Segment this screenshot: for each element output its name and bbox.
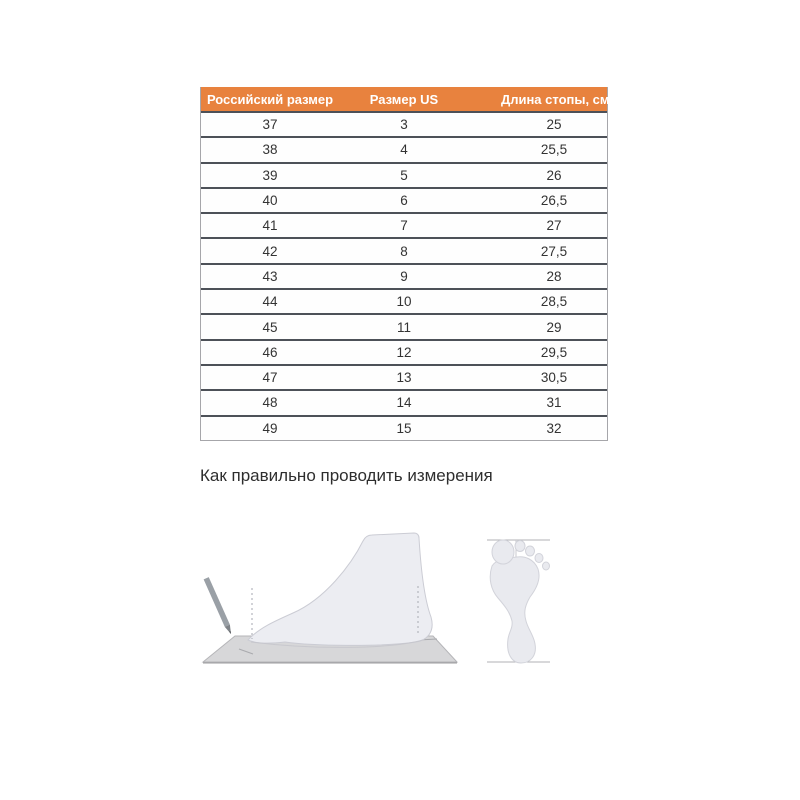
table-row	[201, 389, 607, 414]
table-cell: 4	[400, 142, 408, 158]
big-toe-shape	[492, 540, 514, 564]
table-cell: 26	[546, 167, 562, 183]
toe-shape	[543, 562, 550, 570]
size-table-body	[201, 111, 607, 440]
table-row	[201, 313, 607, 338]
table-row	[201, 187, 607, 212]
table-row	[201, 415, 607, 440]
size-table-header	[201, 87, 610, 111]
table-row	[201, 212, 607, 237]
table-cell: 47	[262, 370, 278, 386]
foot-side-measurement-illustration	[195, 513, 475, 673]
table-cell: 41	[262, 218, 278, 234]
table-cell: 39	[262, 167, 278, 183]
table-cell: 40	[262, 193, 278, 209]
toe-shape	[526, 546, 535, 556]
header-cell-us-size: Размер US	[369, 91, 439, 107]
table-cell: 30,5	[540, 370, 568, 386]
table-cell: 48	[262, 395, 278, 411]
table-cell: 29	[546, 319, 562, 335]
table-row	[201, 288, 607, 313]
table-cell: 5	[400, 167, 408, 183]
table-cell: 44	[262, 294, 278, 310]
table-row	[201, 162, 607, 187]
toe-shape	[535, 554, 543, 563]
table-cell: 12	[396, 344, 412, 360]
table-cell: 28	[546, 268, 562, 284]
table-cell: 37	[262, 117, 278, 133]
table-cell: 10	[396, 294, 412, 310]
table-cell: 31	[546, 395, 562, 411]
table-cell: 25	[546, 117, 562, 133]
table-row	[201, 339, 607, 364]
table-cell: 13	[396, 370, 412, 386]
table-row	[201, 364, 607, 389]
table-cell: 6	[400, 193, 408, 209]
header-cell-foot-length: Длина стопы, см	[500, 91, 610, 107]
table-cell: 11	[396, 319, 411, 335]
table-cell: 27,5	[540, 243, 568, 259]
size-table	[200, 87, 608, 441]
section-title: Как правильно проводить измерения	[200, 466, 493, 485]
table-cell: 38	[262, 142, 278, 158]
table-cell: 27	[546, 218, 562, 234]
table-row	[201, 263, 607, 288]
table-cell: 28,5	[540, 294, 568, 310]
table-cell: 49	[262, 420, 278, 436]
foot-side-shape	[248, 533, 432, 645]
table-cell: 3	[400, 117, 408, 133]
table-cell: 29,5	[540, 344, 568, 360]
toe-shape	[515, 541, 525, 552]
table-cell: 14	[396, 395, 412, 411]
table-cell: 45	[262, 319, 278, 335]
table-row	[201, 136, 607, 161]
table-cell: 8	[400, 243, 408, 259]
table-cell: 15	[396, 420, 412, 436]
footprint-sole-shape	[490, 557, 539, 663]
table-row	[201, 111, 607, 136]
pencil-icon	[204, 577, 234, 635]
table-cell: 43	[262, 268, 278, 284]
table-cell: 9	[400, 268, 408, 284]
table-cell: 7	[400, 218, 408, 234]
footprint-outline-illustration	[483, 524, 563, 672]
table-cell: 46	[262, 344, 278, 360]
table-cell: 25,5	[540, 142, 568, 158]
header-cell-russian-size: Российский размер	[206, 91, 334, 107]
table-cell: 32	[546, 420, 562, 436]
table-cell: 26,5	[540, 193, 568, 209]
table-cell: 42	[262, 243, 278, 259]
table-row	[201, 237, 607, 262]
